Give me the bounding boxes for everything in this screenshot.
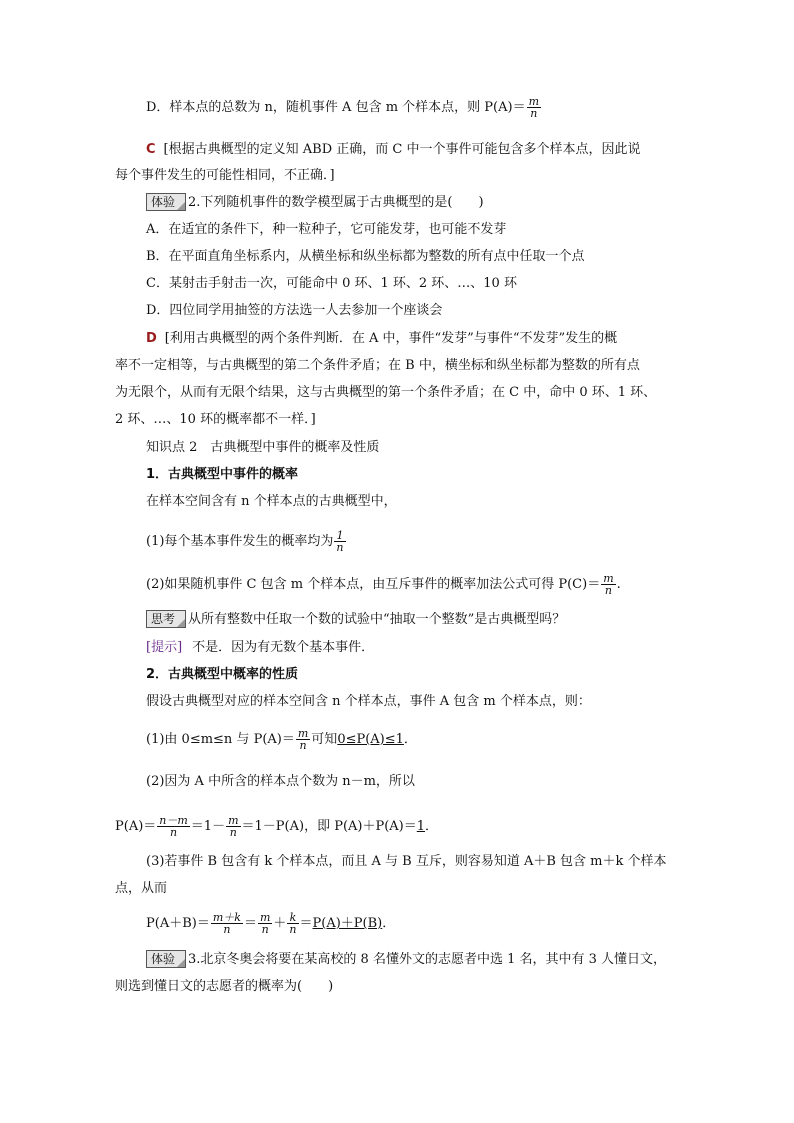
answer-letter: D bbox=[146, 331, 157, 346]
section-2-point-1: (1)由 0≤m≤n 与 P(A)＝ $\frac{m}{n}$ 可知0≤P(A)≤1． bbox=[146, 727, 417, 752]
result-underlined: 0≤P(A)≤1 bbox=[337, 732, 404, 747]
result-underlined: 1 bbox=[416, 819, 426, 834]
answer-d-line-4: 2 环、…、10 环的概率都不一样．] bbox=[115, 412, 316, 427]
section-2-intro: 假设古典概型对应的样本空间含 n 个样本点，事件 A 包含 m 个样本点，则： bbox=[146, 694, 591, 709]
answer-d-line-3: 为无限个，从而有无限个结果，这与古典概型的第一个条件矛盾；在 C 中，命中 0 环、1 环、 bbox=[115, 385, 657, 400]
section-1-title: 1．古典概型中事件的概率 bbox=[146, 467, 299, 482]
section-1-point-2: (2)如果随机事件 C 包含 m 个样本点，由互斥事件的概率加法公式可得 P(C)＝ $\frac{m}{n}$ . bbox=[146, 572, 621, 597]
answer-c-line: C [根据古典概型的定义知 ABD 正确，而 C 中一个事件可能包含多个样本点，因此说 bbox=[146, 142, 641, 157]
answer-d-line: D [利用古典概型的两个条件判断．在 A 中，事件“发芽”与事件“不发芽”发生的概 bbox=[146, 331, 618, 346]
section-2-point-2-equation: P(A)＝ $\frac{n-m}{n}$ ＝1－ $\frac{m}{n}$ ＝1－P(A)，即 P(A)＋P(A)＝1． bbox=[115, 814, 439, 839]
fraction-m-over-n: $\frac{m}{n}$ bbox=[259, 911, 271, 936]
fraction-m-over-n: $\frac{m}{n}$ bbox=[297, 727, 309, 752]
section-2-point-3-cont: 点，从而 bbox=[115, 881, 168, 896]
section-1-intro: 在样本空间含有 n 个样本点的古典概型中， bbox=[146, 494, 397, 509]
think-question-line: 思考 从所有整数中任取一个数的试验中“抽取一个整数”是古典概型吗？ bbox=[146, 610, 565, 630]
fraction-m-plus-k-over-n: $\frac{m+k}{n}$ bbox=[212, 911, 241, 936]
fraction-m-over-n: $\frac{m}{n}$ bbox=[603, 572, 614, 597]
hint-label: [提示] bbox=[146, 640, 183, 655]
q2-option-b: B．在平面直角坐标系内，从横坐标和纵坐标都为整数的所有点中任取一个点 bbox=[146, 249, 585, 264]
section-2-point-2: (2)因为 A 中所含的样本点个数为 n－m，所以 bbox=[146, 774, 415, 789]
q2-option-c: C．某射击手射击一次，可能命中 0 环、1 环、2 环、…、10 环 bbox=[146, 276, 517, 291]
question-3-line: 体验 3.北京冬奥会将要在某高校的 8 名懂外文的志愿者中选 1 名，其中有 3 人懂日文， bbox=[146, 950, 666, 970]
q2-option-a: A．在适宜的条件下，种一粒种子，它可能发芽，也可能不发芽 bbox=[146, 222, 507, 237]
question-2-line: 体验 2.下列随机事件的数学模型属于古典概型的是( ) bbox=[146, 193, 484, 213]
knowledge-point-2-heading: 知识点 2 古典概型中事件的概率及性质 bbox=[146, 440, 380, 455]
sikao-tag: 思考 bbox=[146, 610, 186, 628]
answer-letter: C bbox=[146, 142, 156, 157]
section-2-point-3: (3)若事件 B 包含有 k 个样本点，而且 A 与 B 互斥，则容易知道 A＋B 包含 m＋k 个样本 bbox=[146, 854, 667, 869]
section-1-point-1: (1)每个基本事件发生的概率均为 $\frac{1}{n}$ bbox=[146, 529, 344, 554]
hint-line: [提示] 不是．因为有无数个基本事件． bbox=[146, 640, 375, 655]
section-2-point-3-equation: P(A＋B)＝ $\frac{m+k}{n}$ ＝ $\frac{m}{n}$ ＋ $\frac{k}{n}$ ＝P(A)＋P(B)． bbox=[146, 911, 396, 936]
option-d-line: D．样本点的总数为 n，随机事件 A 包含 m 个样本点，则 P(A)＝ $\frac{m}{n}$ bbox=[146, 95, 540, 120]
fraction-1-over-n: $\frac{1}{n}$ bbox=[336, 529, 344, 554]
result-underlined: P(A)＋P(B) bbox=[312, 916, 383, 931]
fraction-m-over-n: $\frac{m}{n}$ bbox=[528, 95, 540, 120]
tiyan-tag: 体验 bbox=[146, 950, 186, 968]
answer-c-continuation: 每个事件发生的可能性相同，不正确．] bbox=[115, 168, 335, 183]
section-2-title: 2．古典概型中概率的性质 bbox=[146, 667, 299, 682]
question-3-cont: 则选到懂日文的志愿者的概率为( ) bbox=[115, 979, 334, 994]
fraction-n-minus-m-over-n: $\frac{n-m}{n}$ bbox=[159, 814, 188, 839]
fraction-k-over-n: $\frac{k}{n}$ bbox=[289, 911, 297, 936]
q2-option-d: D．四位同学用抽签的方法选一人去参加一个座谈会 bbox=[146, 303, 443, 318]
answer-d-line-2: 率不一定相等，与古典概型的第二个条件矛盾；在 B 中，横坐标和纵坐标都为整数的所有点 bbox=[115, 358, 640, 373]
tiyan-tag: 体验 bbox=[146, 193, 186, 211]
fraction-m-over-n: $\frac{m}{n}$ bbox=[228, 814, 239, 839]
